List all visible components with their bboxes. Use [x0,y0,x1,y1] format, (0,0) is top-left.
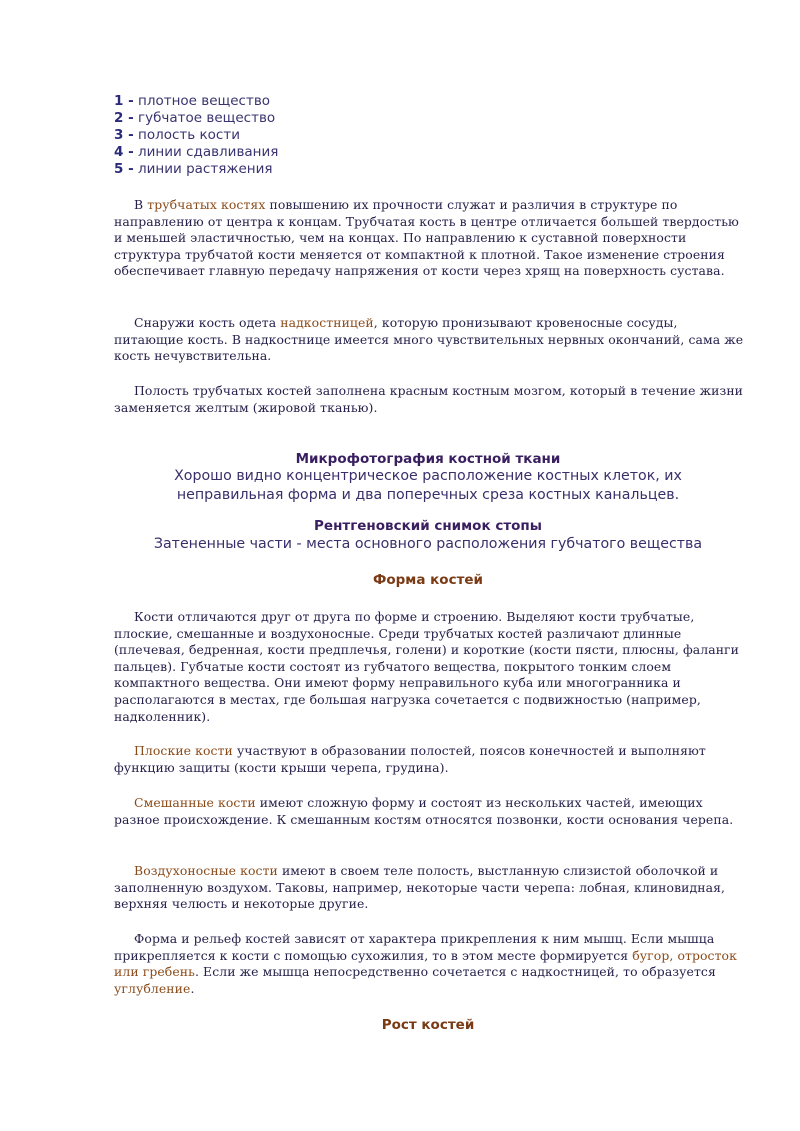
paragraph-flat-bones: Плоские кости участвуют в образовании полостей, поясов конечностей и выполняют функцию защиты (кости крыши черепа, грудина). [114,743,706,775]
caption-xray-text: Затененные части - места основного расположения губчатого вещества [153,536,703,552]
paragraph-tubular-bones: В трубчатых костях повышению их прочности служат и различия в структуре по направлению от центра к концам. Трубчатая кость в центре отличается большей твердостью и меньшей эластичностью, чем на концах. По направлению к суставной поверхности структура трубчатой кости меняется от компактной к плотной. Такое изменение строения обеспечивает главную передачу напряжения от кости через хрящ на поверхность сустава. [114,197,739,279]
term-flat-bones: Плоские кости [134,743,233,758]
legend-item: 2 - губчатое вещество [114,110,276,126]
term-depression: углубление [114,980,191,996]
caption-micro-text: Хорошо видно концентрическое расположение костных клеток, их неправильная форма и два поперечных среза костных канальцев. [174,468,682,503]
section-heading-bone-growth: Рост костей [381,1017,475,1033]
term-tubercle: бугор, отросток или гребень [114,947,737,980]
legend-item: 3 - полость кости [114,127,240,143]
paragraph-mixed-bones: Смешанные кости имеют сложную форму и состоят из нескольких частей, имеющих разное происхождение. К смешанным костям относятся позвонки, кости основания черепа. [114,795,734,827]
caption-micro-title: Микрофотография костной ткани [295,451,561,467]
paragraph-bone-types: Кости отличаются друг от друга по форме и строению. Выделяют кости трубчатые, плоские, смешанные и воздухоносные. Среди трубчатых костей различают длинные (плечевая, бедренная, кости предплечья, голени) и короткие (кости пясти, плюсны, фаланги пальцев). Губчатые кости состоят из губчатого вещества, покрытого тонким слоем компактного вещества. Они имеют форму неправильного куба или многогранника и располагаются в местах, где большая нагрузка сочетается с подвижностью (например, надколенник). [114,609,740,724]
section-heading-bone-shape: Форма костей [372,572,484,588]
paragraph-bone-marrow: Полость трубчатых костей заполнена красным костным мозгом, который в течение жизни заменяется желтым (жировой тканью). [114,383,744,415]
term-tubular-bones: трубчатых костях [147,197,266,212]
term-periosteum: надкостницей [280,315,374,330]
term-pneumatic-bones: Воздухоносные кости [134,863,278,878]
paragraph-periosteum: Снаружи кость одета надкостницей, которую пронизывают кровеносные сосуды, питающие кость. В надкостнице имеется много чувствительных нервных окончаний, сама же кость нечувствительна. [114,315,744,364]
paragraph-pneumatic-bones: Воздухоносные кости имеют в своем теле полость, выстланную слизистой оболочкой и заполненную воздухом. Таковы, например, некоторые части черепа: лобная, клиновидная, верхняя челюсть и некоторые другие. [114,863,726,912]
legend-item: 5 - линии растяжения [114,161,273,177]
caption-xray-title: Рентгеновский снимок стопы [314,518,542,534]
paragraph-bone-relief: Форма и рельеф костей зависят от характера прикрепления к ним мышц. Если мышца прикрепляется к кости с помощью сухожилия, то в этом месте формируется бугор, отросток или гребень. Если же мышца непосредственно сочетается с надкостницей, то образуется углубление. [114,931,737,996]
legend-item: 1 - плотное вещество [114,93,271,109]
term-mixed-bones: Смешанные кости [134,795,256,810]
legend-item: 4 - линии сдавливания [114,144,279,160]
figure-legend [114,93,278,178]
